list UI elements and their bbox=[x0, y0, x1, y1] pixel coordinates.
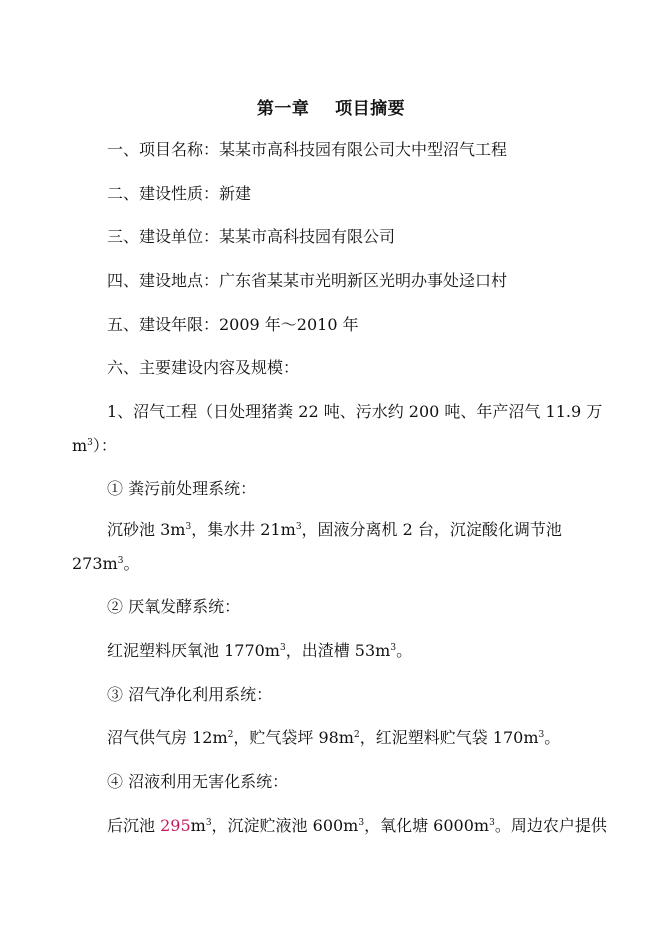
item-project-name: 一、项目名称：某某市高科技园有限公司大中型沼气工程 bbox=[107, 140, 508, 159]
biogas-line-1: 1、沼气工程（日处理猪粪 22 吨、污水约 200 吨、年产沼气 11.9 万 bbox=[107, 402, 603, 421]
effluent-heading: ④ 沼液利用无害化系统： bbox=[107, 772, 289, 791]
item-construction-nature: 二、建设性质：新建 bbox=[107, 184, 252, 203]
biogas-project-paragraph bbox=[72, 402, 602, 456]
item-construction-unit: 三、建设单位：某某市高科技园有限公司 bbox=[107, 227, 396, 246]
item-construction-period: 五、建设年限：2009 年～2010 年 bbox=[107, 315, 359, 334]
pretreatment-line-1: 沉砂池 $3m^3$，集水井 $21m^3$，固液分离机 2 台，沉淀酸化调节池 bbox=[107, 520, 562, 539]
item-construction-location: 四、建设地点：广东省某某市光明新区光明办事处迳口村 bbox=[107, 271, 508, 290]
anaerobic-heading: ② 厌氧发酵系统： bbox=[107, 597, 241, 616]
purification-heading: ③ 沼气净化利用系统： bbox=[107, 685, 273, 704]
highlighted-value: 295 bbox=[160, 816, 191, 835]
pretreatment-line-2: $273m^3$。 bbox=[72, 554, 140, 573]
biogas-line-2: $m^3$）： bbox=[72, 436, 117, 455]
effluent-detail: 后沉池 $295m^3$，沉淀贮液池 $600m^3$，氧化塘 $6000m^3$。周边农户提供 bbox=[107, 816, 607, 835]
pretreatment-paragraph bbox=[72, 520, 602, 574]
chapter-title: 第一章 项目摘要 bbox=[256, 99, 406, 119]
anaerobic-detail: 红泥塑料厌氧池 $1770m^3$，出渣槽 $53m^3$。 bbox=[107, 641, 413, 660]
purification-detail: 沼气供气房 $12m^2$，贮气袋坪 $98m^2$，红泥塑料贮气袋 $170m^3$。 bbox=[107, 728, 561, 747]
pretreatment-heading: ① 粪污前处理系统： bbox=[107, 479, 257, 498]
item-main-content-heading: 六、主要建设内容及规模： bbox=[107, 358, 300, 377]
